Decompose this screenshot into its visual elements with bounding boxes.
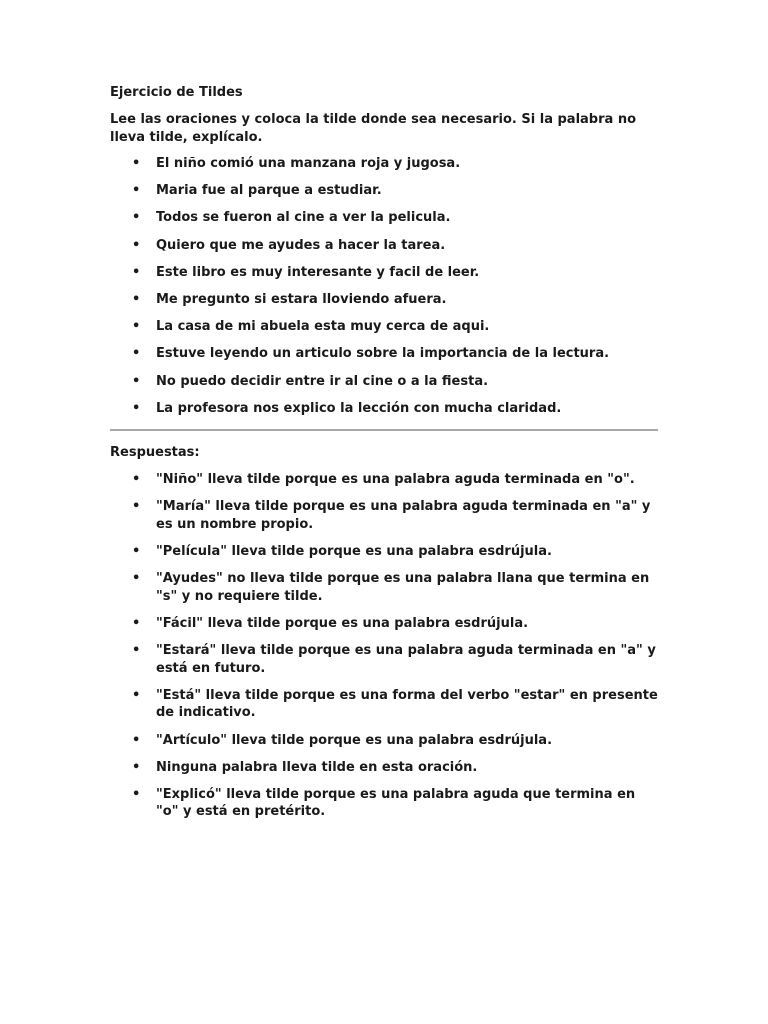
- bullet-icon: •: [132, 373, 141, 389]
- answer-text: "Explicó" lleva tilde porque es una palabra aguda que termina en "o" y está en pretérito.: [156, 786, 636, 820]
- answer-item: [110, 570, 660, 605]
- sentence-item: [110, 400, 660, 418]
- answer-text: "Ayudes" no lleva tilde porque es una palabra llana que termina en "s" y no requiere tilde.: [156, 571, 650, 604]
- bullet-icon: •: [132, 400, 141, 416]
- bullet-icon: •: [132, 264, 141, 280]
- sentence-text: Me pregunto si estara lloviendo afuera.: [156, 291, 447, 307]
- answer-text: "Fácil" lleva tilde porque es una palabra esdrújula.: [156, 615, 529, 631]
- bullet-icon: •: [132, 472, 141, 488]
- answer-text: "Estará" lleva tilde porque es una palabra aguda terminada en "a" y está en futuro.: [156, 643, 656, 676]
- sentence-item: [110, 291, 660, 309]
- bullet-icon: •: [132, 210, 141, 226]
- bullet-icon: •: [132, 615, 141, 631]
- bullet-icon: •: [132, 732, 141, 748]
- bullet-icon: •: [132, 183, 141, 199]
- sentence-item: [110, 345, 660, 363]
- document-title: Ejercicio de Tildes: [110, 85, 243, 100]
- bullet-icon: •: [132, 319, 141, 335]
- answer-item: [110, 759, 660, 777]
- bullet-icon: •: [132, 346, 141, 362]
- bullet-icon: •: [132, 291, 141, 307]
- sentence-text: La casa de mi abuela esta muy cerca de aqui.: [156, 319, 490, 335]
- sentence-text: Todos se fueron al cine a ver la pelicula.: [156, 210, 451, 226]
- answer-item: [110, 687, 660, 722]
- sentence-text: No puedo decidir entre ir al cine o a la fiesta.: [156, 373, 489, 389]
- bullet-icon: •: [132, 643, 141, 659]
- bullet-icon: •: [132, 156, 141, 171]
- answer-item: [110, 786, 660, 821]
- answer-text: "María" lleva tilde porque es una palabra aguda terminada en "a" y es un nombre propio.: [156, 499, 651, 532]
- sentence-text: Quiero que me ayudes a hacer la tarea.: [156, 237, 446, 253]
- sentence-item: [110, 182, 660, 200]
- answer-list: [110, 471, 660, 821]
- sentence-item: [110, 264, 660, 282]
- bullet-icon: •: [132, 571, 141, 587]
- instructions-text: Lee las oraciones y coloca la tilde donde sea necesario. Si la palabra no lleva tilde, explícalo.: [110, 112, 637, 145]
- answer-item: [110, 498, 660, 533]
- sentence-text: Este libro es muy interesante y facil de leer.: [156, 264, 480, 280]
- sentence-item: [110, 237, 660, 255]
- bullet-icon: •: [132, 786, 141, 802]
- bullet-icon: •: [132, 499, 141, 515]
- answer-item: [110, 642, 660, 677]
- sentence-text: El niño comió una manzana roja y jugosa.: [156, 156, 461, 171]
- answer-text: "Artículo" lleva tilde porque es una palabra esdrújula.: [156, 732, 553, 748]
- sentence-text: Maria fue al parque a estudiar.: [156, 183, 382, 199]
- answer-text: "Está" lleva tilde porque es una forma del verbo "estar" en presente de indicativo.: [156, 687, 658, 721]
- bullet-icon: •: [132, 759, 141, 775]
- answer-item: [110, 615, 660, 633]
- answers-heading: Respuestas:: [110, 445, 200, 461]
- bullet-icon: •: [132, 687, 141, 703]
- answer-text: Ninguna palabra lleva tilde en esta oración.: [156, 759, 478, 775]
- sentence-list: [110, 155, 660, 417]
- answer-text: "Niño" lleva tilde porque es una palabra aguda terminada en "o".: [156, 472, 635, 488]
- bullet-icon: •: [132, 237, 141, 253]
- bullet-icon: •: [132, 544, 141, 560]
- document-page: [110, 84, 660, 831]
- answer-item: [110, 471, 660, 489]
- sentence-text: Estuve leyendo un articulo sobre la importancia de la lectura.: [156, 346, 610, 362]
- sentence-item: [110, 373, 660, 391]
- sentence-item: [110, 209, 660, 227]
- sentence-item: [110, 318, 660, 336]
- section-divider: [110, 429, 658, 431]
- sentence-text: La profesora nos explico la lección con mucha claridad.: [156, 400, 562, 416]
- answer-item: [110, 732, 660, 750]
- answer-text: "Película" lleva tilde porque es una palabra esdrújula.: [156, 544, 552, 560]
- answer-item: [110, 543, 660, 561]
- sentence-item: [110, 155, 660, 173]
